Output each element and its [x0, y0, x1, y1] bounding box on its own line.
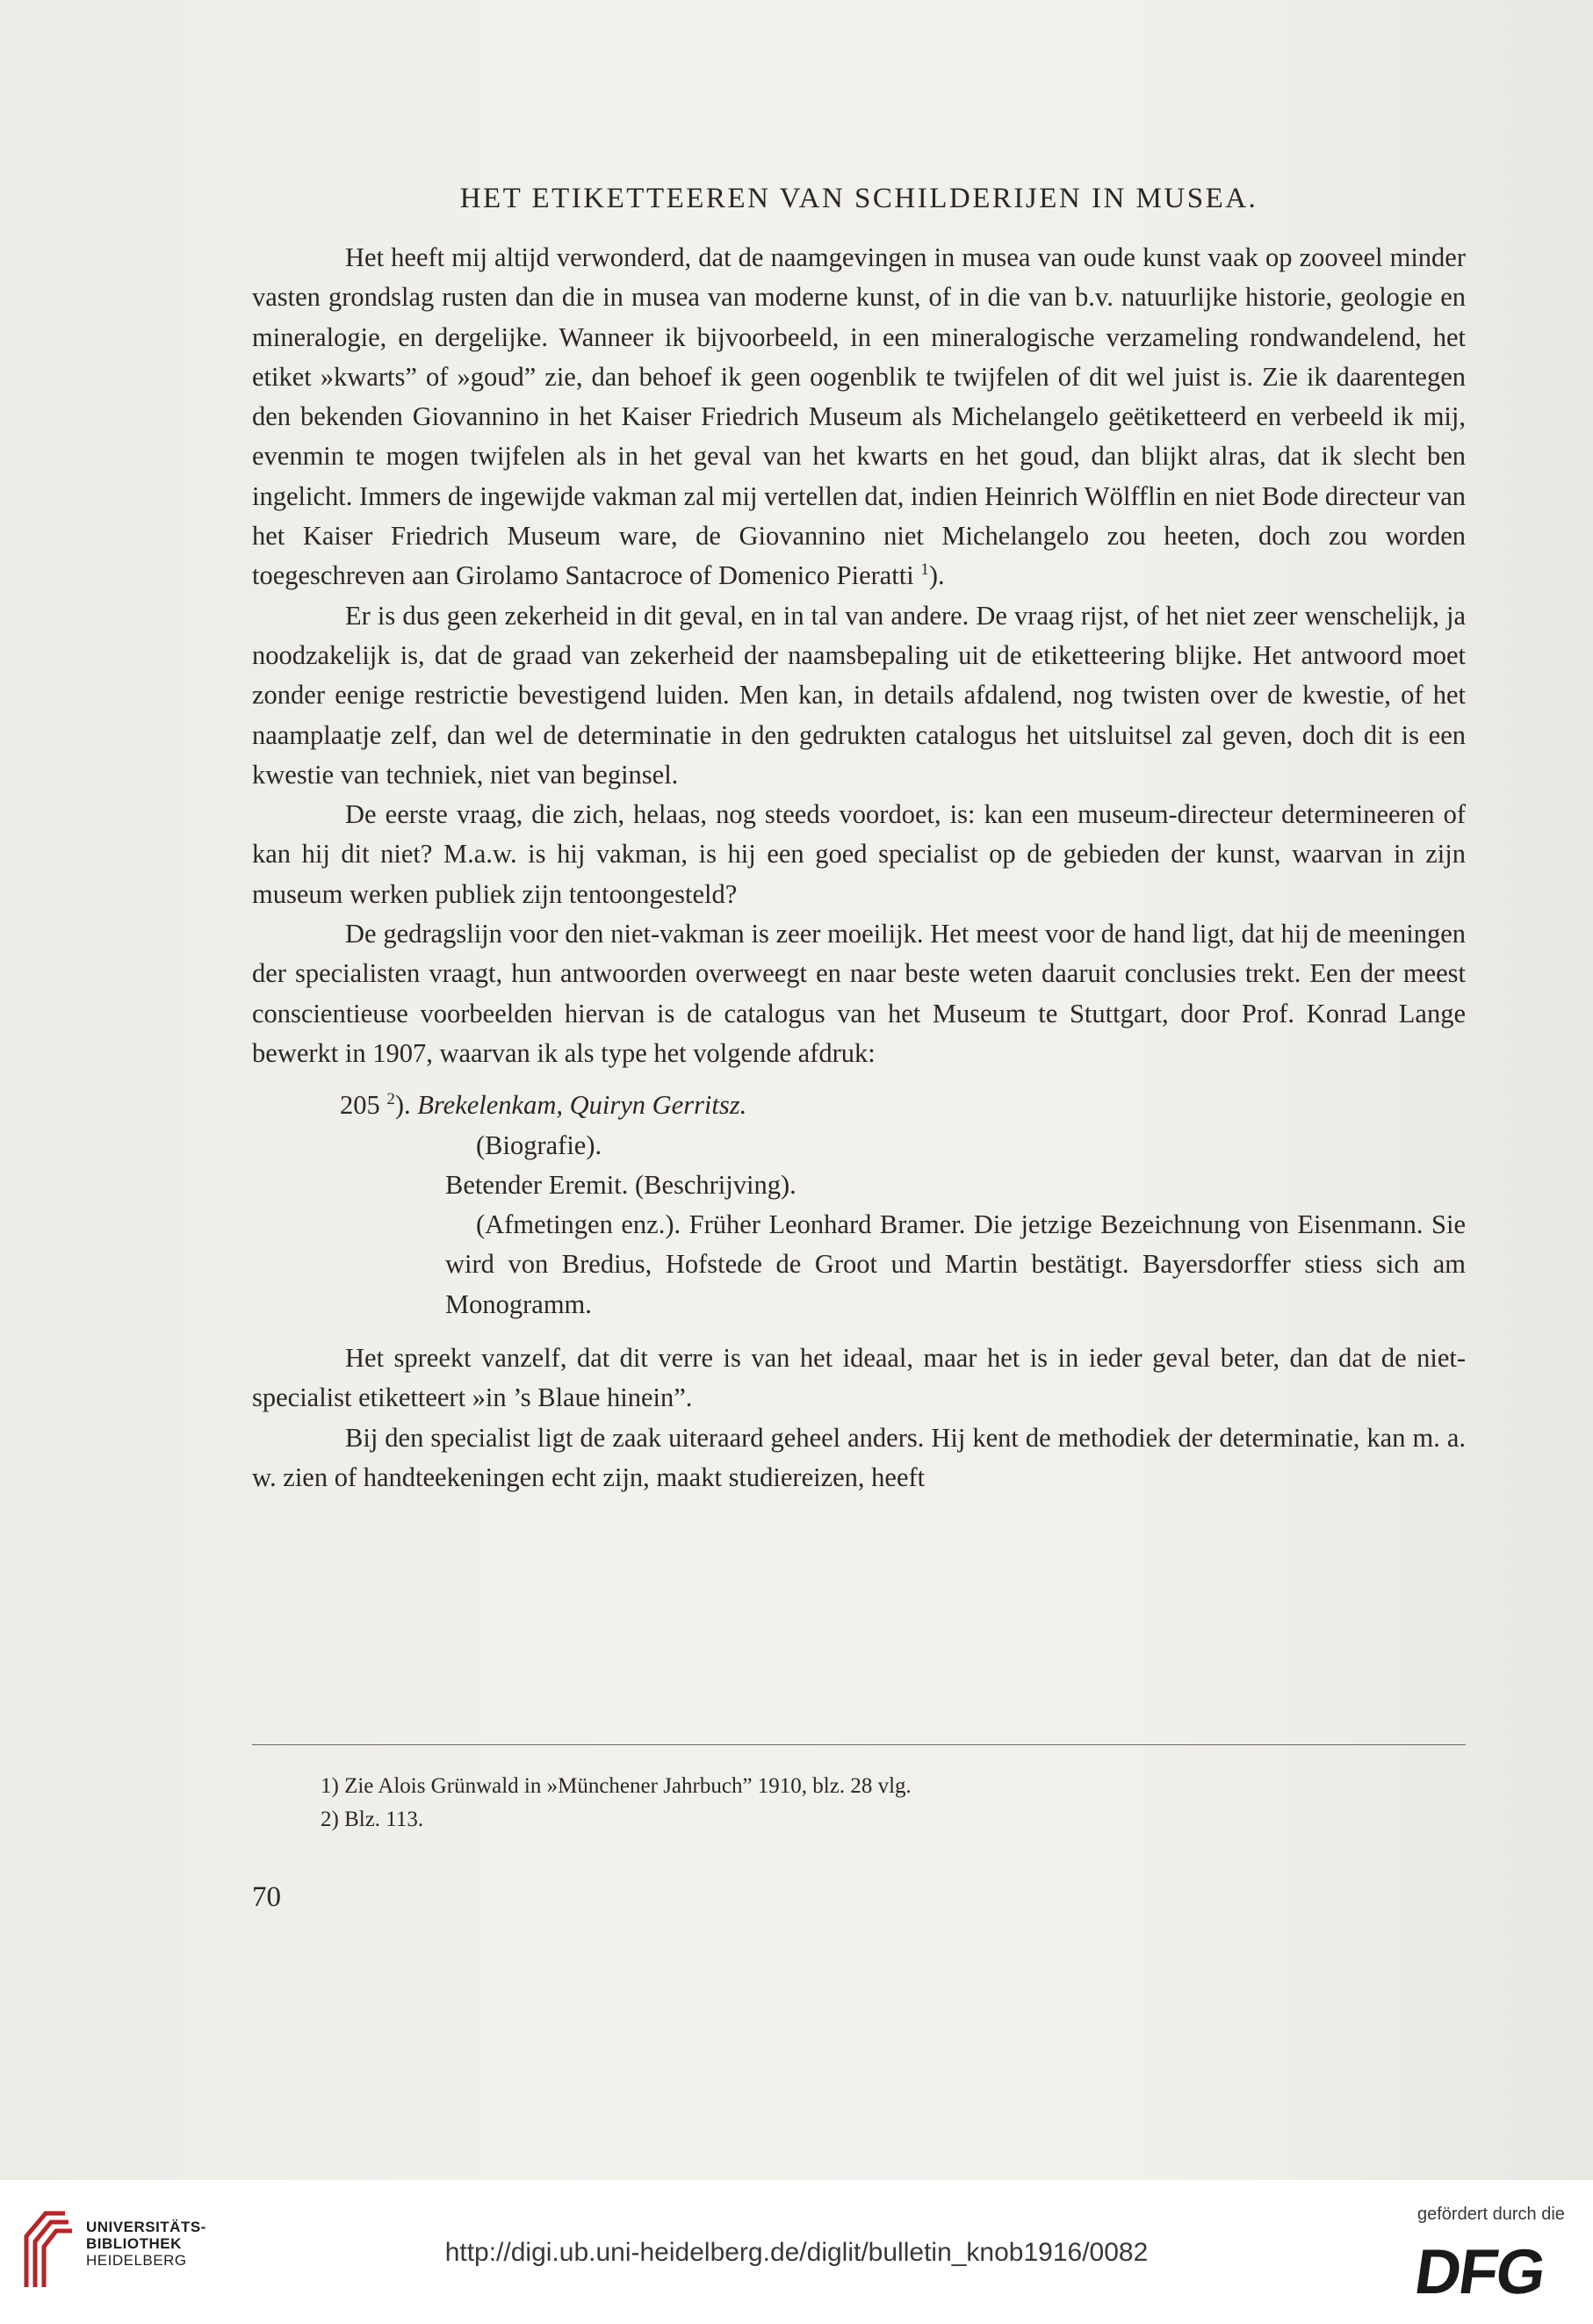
paragraph: De eerste vraag, die zich, helaas, nog steeds voordoet, is: kan een museum-directeur determineeren of kan hij dit niet? M.a.w. is hij vakman, is hij een goed specialist op de gebieden der kunst, waarvan in zijn museum werken publiek zijn tentoongesteld? — [252, 799, 1466, 909]
article-title: HET ETIKETTEEREN VAN SCHILDERIJEN IN MUSEA. — [459, 183, 1258, 214]
dfg-logo[interactable]: DFG — [1410, 2237, 1549, 2307]
footnote-ref: 2 — [386, 1090, 395, 1109]
catalog-number: 205 — [340, 1090, 380, 1121]
paragraph: De gedragslijn voor den niet-vakman is zeer moeilijk. Het meest voor de hand ligt, dat hij de meeningen der specialisten vraagt, hun antwoorden overweegt en naar beste weten daaruit conclusies trekt. Een der meest conscientieuse voorbeelden hiervan is de catalogus van het Museum te Stuttgart, door Prof. Konrad Lange bewerkt in 1907, waarvan ik als type het volgende afdruk: — [252, 919, 1466, 1068]
catalog-biography: (Biografie). — [476, 1130, 602, 1160]
footnote-2: 2) Blz. 113. — [321, 1808, 424, 1831]
paragraph: Bij den specialist ligt de zaak uiteraard geheel anders. Hij kent de methodiek der determinatie, kan m. a. w. zien of handteekeningen echt zijn, maakt studiereizen, heeft — [252, 1422, 1466, 1492]
catalog-work: Betender Eremit. (Beschrijving). — [445, 1169, 796, 1200]
footnotes — [321, 1770, 1374, 1837]
footnote-divider — [252, 1744, 1466, 1745]
paragraph: Het heeft mij altijd verwonderd, dat de naamgevingen in musea van oude kunst vaak op zooveel minder vasten grondslag rusten dan die in musea van moderne kunst, of in die van b.v. natuurlijke historie, geologie en mineralogie, en dergelijke. Wanneer ik bijvoorbeeld, in een mineralogische verzameling rondwandelend, het etiket »kwarts” of »goud” zie, dan behoef ik geen oogenblik te twijfelen of dit wel juist is. Zie ik daarentegen den bekenden Giovannino in het Kaiser Friedrich Museum als Michelangelo geëtiketteerd en verbeeld ik mij, evenmin te mogen twijfelen als in het geval van het kwarts en het goud, dan blijkt alras, dat ik slecht ben ingelicht. Immers de ingewijde vakman zal mij vertellen dat, indien Heinrich Wölfflin en niet Bode directeur van het Kaiser Friedrich Museum ware, de Giovannino niet Michelangelo zou heeten, doch zou worden toegeschreven aan Girolamo Santacroce of Domenico Pieratti $^1$). — [252, 242, 1466, 591]
catalog-details: (Afmetingen enz.). Früher Leonhard Bramer. Die jetzige Bezeichnung von Eisenmann. Sie wird von Bredius, Hofstede de Groot und Martin bestätigt. Bayersdorffer stiess sich am Monogramm. — [445, 1209, 1466, 1319]
catalog-entry: 205 $^2$). Brekelenkam, Quiryn Gerritsz. (Biografie). Betender Eremit. (Beschrijving). (Afmetingen enz.). Früher Leonhard Bramer. Die jetzige Bezeichnung von Eisenmann. Sie wird von Bredius, Hofstede de Groot und Martin bestätigt. Bayersdorffer stiess sich am Monogramm. — [252, 1086, 1466, 1324]
footnote-ref: 1 — [920, 560, 929, 580]
source-url-link[interactable]: http://digi.ub.uni-heidelberg.de/diglit/bulletin_knob1916/0082 — [444, 2238, 1149, 2267]
library-name: UNIVERSITÄTS- BIBLIOTHEK HEIDELBERG — [86, 2219, 206, 2269]
paragraph: Het spreekt vanzelf, dat dit verre is van het ideaal, maar het is in ieder geval beter, dan dat de niet-specialist etiketteert »in ’s Blaue hinein”. — [252, 1343, 1466, 1413]
paragraph: Er is dus geen zekerheid in dit geval, en in tal van andere. De vraag rijst, of het niet zeer wenschelijk, ja noodzakelijk is, dat de graad van zekerheid der naamsbepaling uit de etiketteering blijke. Het antwoord moet zonder eenige restrictie bevestigend luiden. Men kan, in details afdalend, nog twisten over de kwestie, of het naamplaatje zelf, dan wel de determinatie in den gedrukten catalogus het uitsluitsel zal geven, doch dit is een kwestie van techniek, niet van beginsel. — [252, 600, 1466, 790]
article-body — [252, 183, 1466, 1498]
funding-note: gefördert durch die — [1417, 2205, 1565, 2224]
artist-name: Brekelenkam, Quiryn Gerritsz. — [417, 1090, 747, 1121]
footnote-1: 1) Zie Alois Grünwald in »Münchener Jahrbuch” 1910, blz. 28 vlg. — [321, 1774, 912, 1798]
page-number: 70 — [252, 1881, 281, 1913]
